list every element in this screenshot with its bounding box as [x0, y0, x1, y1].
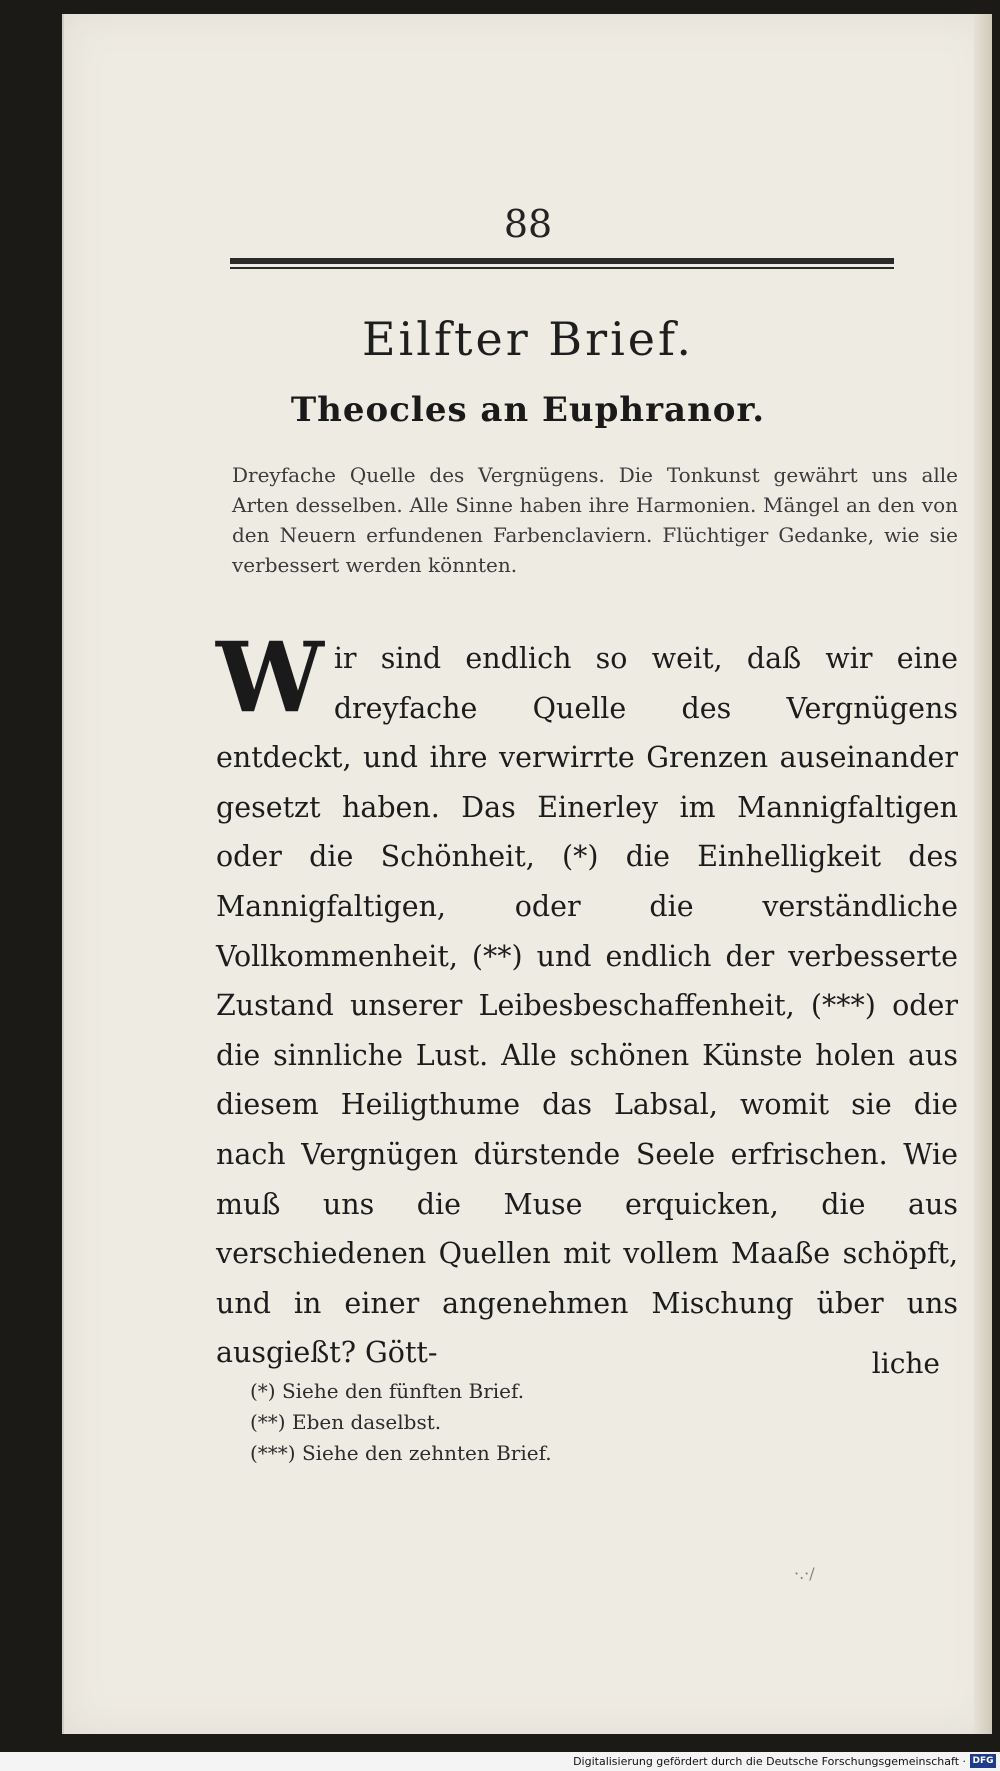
- footnote: (***) Siehe den zehnten Brief.: [250, 1441, 552, 1465]
- footnotes: [250, 1376, 850, 1469]
- header-rule-thin: [230, 267, 894, 269]
- dfg-logo: DFG: [970, 1754, 996, 1768]
- page-number: 88: [503, 202, 553, 246]
- footnote: (*) Siehe den fünften Brief.: [250, 1379, 525, 1403]
- body-text: ir sind endlich so weit, daß wir eine dreyfache Quelle des Vergnügens entdeckt, und ihre verwirrte Grenzen auseinander gesetzt haben. Das Einerley im Mannigfaltigen oder die Schönheit, (*) die Einhelligkeit des Mannigfaltigen, oder die verständliche Vollkommenheit, (**) und endlich der verbesserte Zustand unserer Leibesbeschaffenheit, (***) oder die sinnliche Lust. Alle schönen Künste holen aus diesem Heiligthume das Labsal, womit sie die nach Vergnügen dürstende Seele erfrischen. Wie muß uns die Muse erquicken, die aus verschiedenen Quellen mit vollem Maaße schöpft, und in einer angenehmen Mischung über uns ausgießt? Gött-: [216, 642, 958, 1370]
- footnote: (**) Eben daselbst.: [250, 1410, 442, 1434]
- drop-cap: W: [216, 621, 324, 734]
- page-fold: [974, 14, 992, 1734]
- catch-word: liche: [871, 1347, 940, 1380]
- letter-subtitle: Theocles an Euphranor.: [290, 390, 766, 430]
- body-paragraph: [216, 621, 958, 1378]
- header-rule-thick: [230, 258, 894, 264]
- book-page: [62, 14, 992, 1734]
- stray-ink-mark: ·.·/: [794, 1564, 815, 1583]
- chapter-summary: Dreyfache Quelle des Vergnügens. Die Tonkunst gewährt uns alle Arten desselben. Alle Sinne haben ihre Harmonien. Mängel an den von den Neuern erfundenen Farbenclaviern. Flüchtiger Gedanke, wie sie verbessert werden könnten.: [232, 463, 958, 577]
- digitization-credit: Digitalisierung gefördert durch die Deutsche Forschungsgemeinschaft ·: [573, 1755, 966, 1768]
- chapter-title: Eilfter Brief.: [361, 312, 695, 366]
